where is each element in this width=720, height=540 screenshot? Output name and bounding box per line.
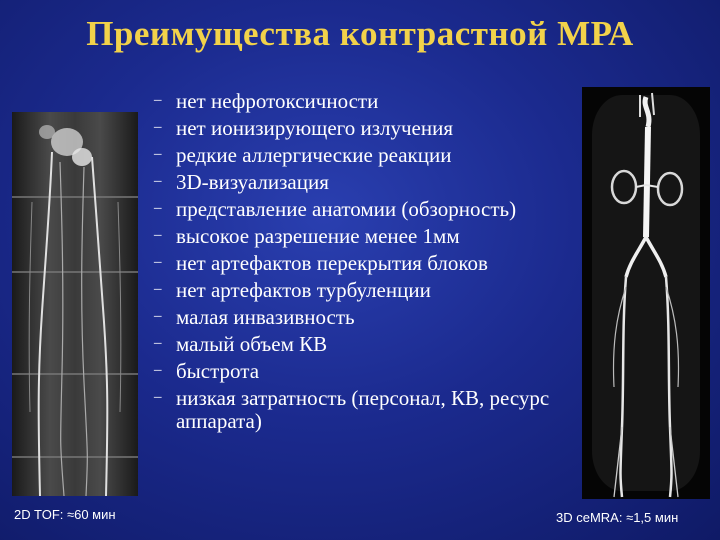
advantages-list	[150, 90, 570, 437]
list-item	[150, 198, 570, 221]
bullet-dash: –	[154, 389, 162, 405]
list-item	[150, 225, 570, 248]
bullet-dash: –	[154, 173, 162, 189]
list-item	[150, 171, 570, 194]
list-item-text: малая инвазивность	[176, 305, 355, 329]
cemra-angiogram-image	[582, 87, 710, 499]
list-item	[150, 117, 570, 140]
slide-title: Преимущества контрастной МРА	[86, 14, 634, 53]
bullet-dash: –	[154, 254, 162, 270]
bullet-dash: –	[154, 335, 162, 351]
list-item	[150, 333, 570, 356]
tof-angiogram-image	[12, 112, 138, 496]
bullet-dash: –	[154, 308, 162, 324]
bullet-dash: –	[154, 362, 162, 378]
list-item	[150, 306, 570, 329]
list-item	[150, 90, 570, 113]
list-item	[150, 360, 570, 383]
bullet-dash: –	[154, 200, 162, 216]
list-item	[150, 252, 570, 275]
list-item-text: быстрота	[176, 359, 260, 383]
bullet-dash: –	[154, 227, 162, 243]
list-item	[150, 144, 570, 167]
list-item-text: нет нефротоксичности	[176, 89, 379, 113]
bullet-dash: –	[154, 92, 162, 108]
list-item-text: высокое разрешение менее 1мм	[176, 224, 460, 248]
list-item-text: 3D-визуализация	[176, 170, 329, 194]
list-item-text: нет ионизирующего излучения	[176, 116, 454, 140]
right-image-caption: 3D ceMRA: ≈1,5 мин	[556, 510, 679, 525]
list-item-text: нет артефактов турбуленции	[176, 278, 431, 302]
left-image-caption: 2D TOF: ≈60 мин	[14, 507, 116, 522]
list-item-text: малый объем КВ	[176, 332, 328, 356]
list-item-text: редкие аллергические реакции	[176, 143, 452, 167]
list-item	[150, 387, 570, 433]
bullet-dash: –	[154, 119, 162, 135]
list-item-text: нет артефактов перекрытия блоков	[176, 251, 488, 275]
list-item-text: низкая затратность (персонал, КВ, ресурс аппарата)	[176, 386, 550, 433]
bullet-dash: –	[154, 281, 162, 297]
list-item-text: представление анатомии (обзорность)	[176, 197, 517, 221]
list-item	[150, 279, 570, 302]
bullet-dash: –	[154, 146, 162, 162]
